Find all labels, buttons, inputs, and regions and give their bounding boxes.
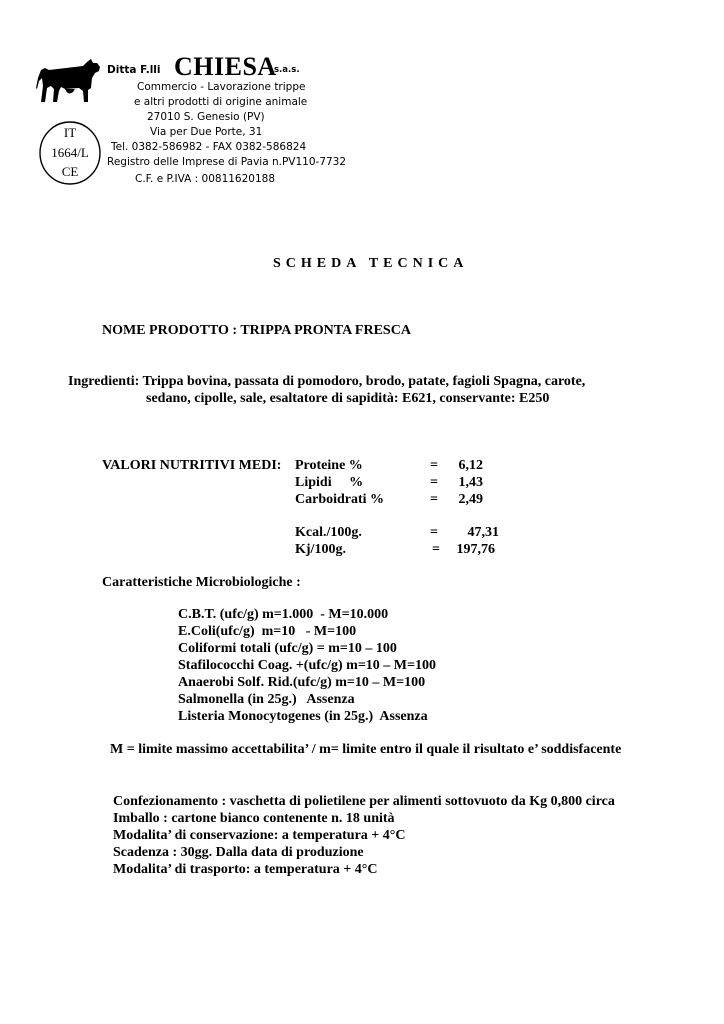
nutrition-name: Kcal./100g. [295, 525, 362, 540]
micro-item: E.Coli(ufc/g) m=10 - M=100 [178, 624, 357, 639]
company-line-7: C.F. e P.IVA : 00811620188 [135, 173, 276, 185]
nutrition-name: Lipidi % [295, 475, 364, 490]
packaging-line: Imballo : cartone bianco contenente n. 18 unità [113, 811, 395, 826]
ingredients-line-1: Ingredienti: Trippa bovina, passata di pomodoro, brodo, patate, fagioli Spagna, carote, [68, 374, 586, 389]
nutrition-value: 47,31 [467, 525, 499, 540]
nutrition-eq: = [430, 525, 438, 540]
company-line-6: Registro delle Imprese di Pavia n.PV110-7732 [107, 156, 347, 168]
packaging-line: Scadenza : 30gg. Dalla data di produzione [113, 845, 364, 860]
micro-item: Listeria Monocytogenes (in 25g.) Assenza [178, 709, 428, 724]
product-name: NOME PRODOTTO : TRIPPA PRONTA FRESCA [102, 323, 411, 338]
packaging-line: Modalita’ di trasporto: a temperatura + 4°C [113, 862, 378, 877]
company-line-1: Commercio - Lavorazione trippe [137, 81, 306, 93]
nutrition-name: Carboidrati % [295, 492, 385, 507]
health-mark-seal [37, 120, 103, 186]
packaging-line: Modalita’ di conservazione: a temperatura + 4°C [113, 828, 406, 843]
company-brand: CHIESA [174, 52, 277, 81]
nutrition-eq: = [430, 475, 438, 490]
micro-item: Anaerobi Solf. Rid.(ufc/g) m=10 – M=100 [178, 675, 426, 690]
nutrition-eq: = [430, 458, 438, 473]
micro-item: Coliformi totali (ufc/g) = m=10 – 100 [178, 641, 397, 656]
company-line-2: e altri prodotti di origine animale [134, 96, 308, 108]
nutrition-eq: = [430, 492, 438, 507]
ingredients-line-2: sedano, cipolle, sale, esaltatore di sapidità: E621, conservante: E250 [146, 391, 550, 406]
seal-country: IT [63, 125, 77, 140]
company-line-5: Tel. 0382-586982 - FAX 0382-586824 [111, 141, 307, 153]
micro-item: C.B.T. (ufc/g) m=1.000 - M=10.000 [178, 607, 389, 622]
nutrition-value: 197,76 [456, 542, 495, 557]
nutrition-value: 6,12 [458, 458, 483, 473]
packaging-details [113, 793, 673, 883]
company-line-3: 27010 S. Genesio (PV) [147, 111, 265, 123]
micro-item: Stafilococchi Coag. +(ufc/g) m=10 – M=100 [178, 658, 437, 673]
nutrition-value: 2,49 [458, 492, 483, 507]
micro-item: Salmonella (in 25g.) Assenza [178, 692, 355, 707]
seal-number: 1664/L [51, 145, 89, 160]
company-line-4: Via per Due Porte, 31 [150, 126, 263, 138]
micro-heading: Caratteristiche Microbiologiche : [102, 575, 301, 590]
packaging-line: Confezionamento : vaschetta di polietilene per alimenti sottovuoto da Kg 0,800 circa [113, 794, 615, 809]
document-title: SCHEDA TECNICA [273, 256, 469, 271]
company-firm-prefix: Ditta F.lli [107, 64, 161, 76]
nutrition-name: Kj/100g. [295, 542, 346, 557]
nutrition-name: Proteine % [295, 458, 363, 473]
company-brand-suffix: s.a.s. [274, 65, 300, 75]
nutrition-table [295, 457, 515, 557]
limits-note: M = limite massimo accettabilita’ / m= limite entro il quale il risultato e’ soddisfacente [110, 742, 622, 757]
nutrition-eq: = [432, 542, 440, 557]
seal-ce: CE [61, 164, 79, 179]
nutrition-value: 1,43 [458, 475, 483, 490]
nutrition-label: VALORI NUTRITIVI MEDI: [102, 458, 282, 473]
cow-icon [35, 56, 105, 106]
micro-list [178, 606, 478, 726]
